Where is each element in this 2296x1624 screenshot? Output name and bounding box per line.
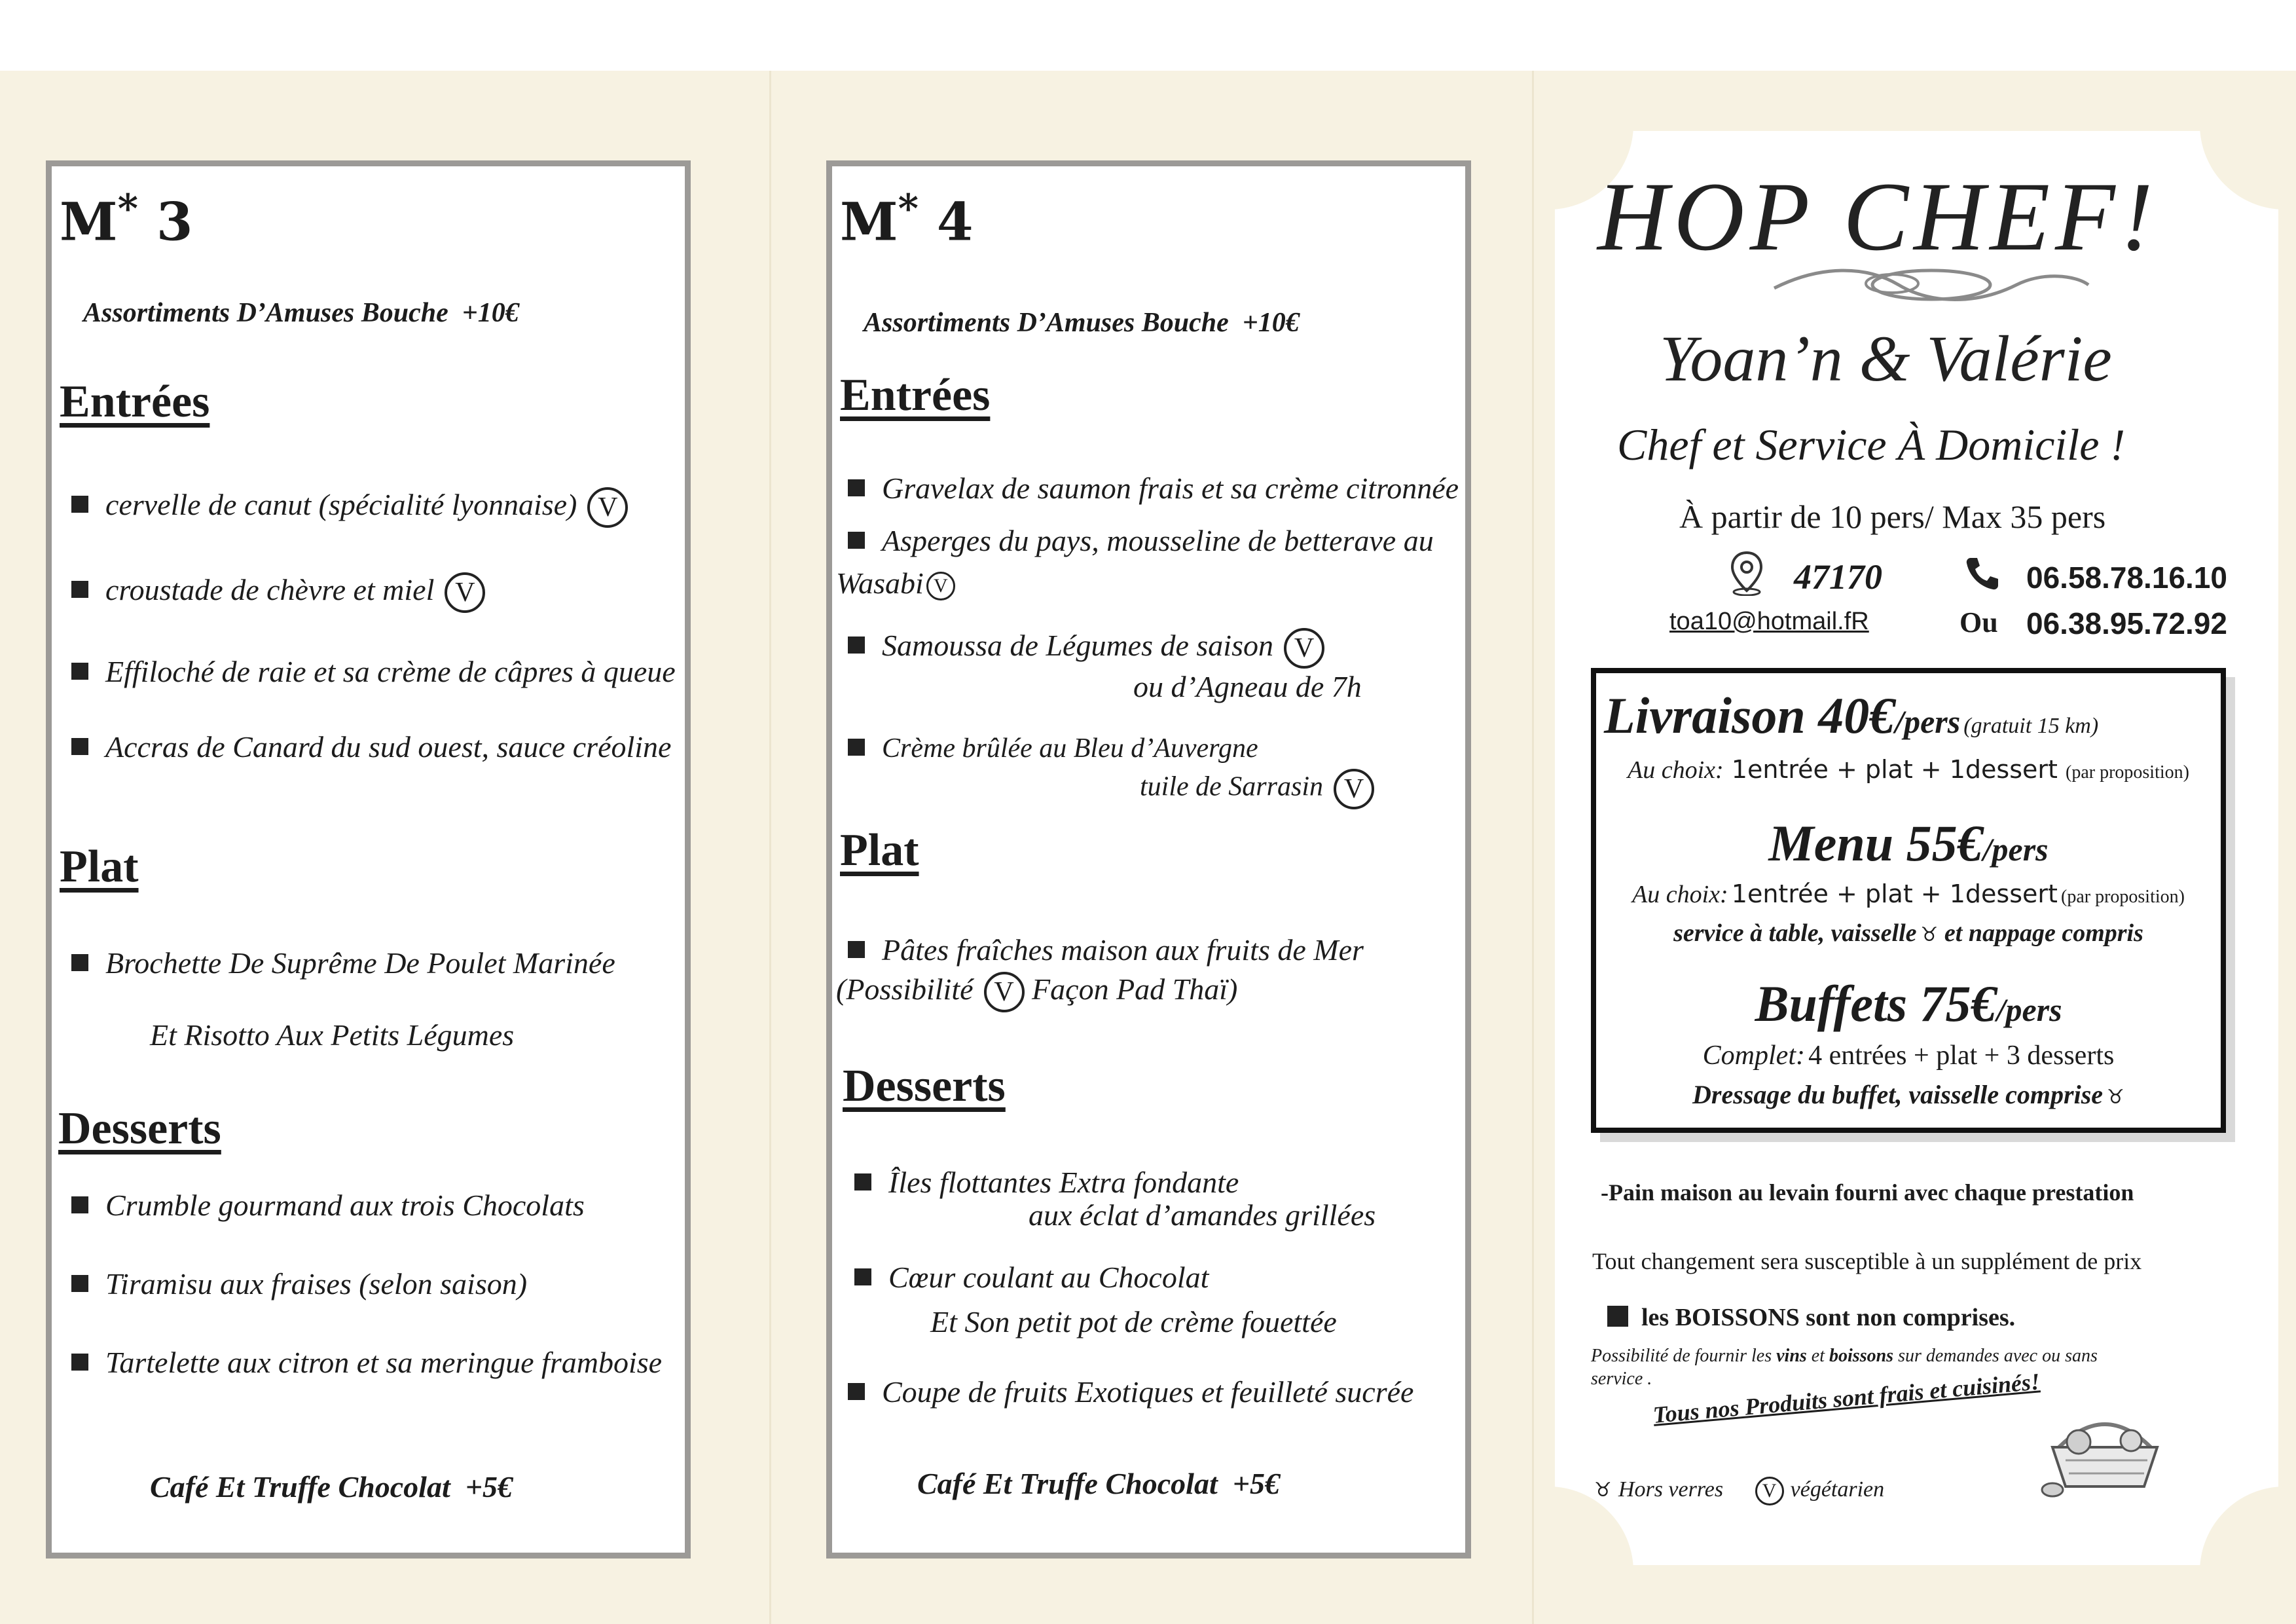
bullet-icon xyxy=(848,479,865,496)
list-item: Effiloché de raie et sa crème de câpres à queue xyxy=(71,654,676,689)
bullet-icon xyxy=(71,738,88,755)
list-item: Tartelette aux citron et sa meringue framboise xyxy=(71,1345,662,1380)
postcode: 47170 xyxy=(1794,557,1882,597)
list-item-continuation: aux éclat d’amandes grillées xyxy=(1029,1198,1376,1232)
email: toa10@hotmail.fR xyxy=(1669,608,1869,635)
fold-line xyxy=(1532,71,1534,1624)
bullet-icon xyxy=(71,1275,88,1292)
menu-row: Menu 55€/pers xyxy=(1768,815,2049,872)
list-item: cervelle de canut (spécialité lyonnaise) V xyxy=(71,487,628,528)
fold-line xyxy=(769,71,771,1624)
vegetarian-icon: V xyxy=(1284,628,1324,669)
entrees-heading: Entrées xyxy=(60,377,210,427)
plat-heading: Plat xyxy=(840,825,919,876)
menu-3-title: M* 3 xyxy=(60,186,193,253)
bullet-icon xyxy=(71,954,88,971)
owner-names: Yoan’n & Valérie xyxy=(1660,322,2112,395)
vegetarian-icon: V xyxy=(1755,1477,1784,1505)
hors-verres-icon: ♉ xyxy=(2107,1086,2124,1109)
cafe-line: Café Et Truffe Chocolat +5€ xyxy=(917,1467,1280,1500)
list-item: Crumble gourmand aux trois Chocolats xyxy=(71,1188,585,1223)
bullet-icon xyxy=(848,637,865,654)
list-item-continuation: ou d’Agneau de 7h xyxy=(1133,670,1362,703)
flourish-ornament xyxy=(1768,259,2095,311)
brand-title: HOP CHEF! xyxy=(1597,162,2159,271)
desserts-heading: Desserts xyxy=(843,1061,1006,1111)
list-item: Accras de Canard du sud ouest, sauce créoline xyxy=(71,729,671,764)
list-item: Coupe de fruits Exotiques et feuilleté sucrée xyxy=(848,1375,1413,1409)
hors-verres-icon: ♉ xyxy=(1594,1478,1612,1502)
capacity: À partir de 10 pers/ Max 35 pers xyxy=(1679,498,2106,535)
buffets-row: Buffets 75€/pers xyxy=(1755,975,2062,1032)
amuses-bouche-line: Assortiments D’Amuses Bouche +10€ xyxy=(83,298,519,328)
possibilite-note-2: service . xyxy=(1591,1369,1652,1389)
cafe-line: Café Et Truffe Chocolat +5€ xyxy=(150,1470,513,1504)
menu-service: service à table, vaisselle ♉ et nappage compris xyxy=(1673,919,2143,947)
bullet-icon xyxy=(1607,1306,1628,1327)
phone-1: 06.58.78.16.10 xyxy=(2026,561,2227,595)
bullet-icon xyxy=(854,1268,871,1285)
desserts-heading: Desserts xyxy=(58,1103,221,1154)
menu-3-panel xyxy=(46,160,691,1559)
list-item: croustade de chèvre et miel V xyxy=(71,572,485,613)
hors-verres-icon: ♉ xyxy=(1920,923,1939,946)
entrees-heading: Entrées xyxy=(840,370,991,420)
tagline: Chef et Service À Domicile ! xyxy=(1617,420,2126,470)
list-item: Asperges du pays, mousseline de betterave au xyxy=(848,523,1434,558)
bullet-icon xyxy=(71,1354,88,1371)
buffets-choice: Complet: 4 entrées + plat + 3 desserts xyxy=(1702,1041,2115,1071)
list-item: Pâtes fraîches maison aux fruits de Mer xyxy=(848,932,1364,967)
bullet-icon xyxy=(71,581,88,598)
vegetarian-icon: V xyxy=(926,572,955,600)
list-item: Îles flottantes Extra fondante xyxy=(854,1165,1239,1200)
list-item: Gravelax de saumon frais et sa crème citronnée xyxy=(848,471,1459,506)
legend: ♉ Hors verres V végétarien xyxy=(1594,1477,1884,1505)
bullet-icon xyxy=(848,941,865,958)
changement-note: Tout changement sera susceptible à un supplément de prix xyxy=(1592,1248,2142,1274)
pricing-box xyxy=(1591,668,2226,1133)
vegetarian-icon: V xyxy=(587,487,628,528)
phone-2: 06.38.95.72.92 xyxy=(2026,606,2227,640)
vegetable-basket-illustration xyxy=(2039,1395,2170,1500)
vegetarian-icon: V xyxy=(984,972,1025,1012)
menu-4-panel xyxy=(826,160,1471,1559)
vegetarian-icon: V xyxy=(1334,769,1374,809)
list-item: Brochette De Suprême De Poulet Marinée xyxy=(71,946,615,980)
vegetarian-icon: V xyxy=(445,572,485,613)
bullet-icon xyxy=(848,739,865,756)
phone-or: Ou xyxy=(1959,606,1998,638)
list-item: Samoussa de Légumes de saison V xyxy=(848,628,1324,669)
bullet-icon xyxy=(848,532,865,549)
list-item: Cœur coulant au Chocolat xyxy=(854,1260,1209,1295)
menu-4-title: M* 4 xyxy=(840,186,974,253)
pain-note: -Pain maison au levain fourni avec chaque prestation xyxy=(1601,1179,2134,1206)
menu-choice: Au choix: 1entrée + plat + 1dessert (par proposition) xyxy=(1632,879,2185,908)
corner-ornament xyxy=(2200,124,2285,210)
bullet-icon xyxy=(848,1383,865,1400)
list-item: Crème brûlée au Bleu d’Auvergne xyxy=(848,733,1258,764)
livraison-row: Livraison 40€/pers (gratuit 15 km) xyxy=(1604,687,2099,744)
plat-line-2: Et Risotto Aux Petits Légumes xyxy=(150,1018,515,1052)
bullet-icon xyxy=(71,1196,88,1213)
phone-icon xyxy=(1964,555,2001,592)
bullet-icon xyxy=(71,663,88,680)
list-item-continuation: (Possibilité V Façon Pad Thaï) xyxy=(836,972,1237,1012)
amuses-bouche-line: Assortiments D’Amuses Bouche +10€ xyxy=(864,308,1300,338)
buffets-note: Dressage du buffet, vaisselle comprise ♉ xyxy=(1692,1080,2124,1109)
produits-frais-slogan: Tous nos Produits sont frais et cuisinés! xyxy=(1652,1368,2041,1428)
list-item: Tiramisu aux fraises (selon saison) xyxy=(71,1266,527,1301)
bullet-icon xyxy=(854,1173,871,1190)
list-item-continuation: Wasabi V xyxy=(836,566,955,600)
boissons-note: les BOISSONS sont non comprises. xyxy=(1607,1303,2015,1332)
possibilite-note: Possibilité de fournir les vins et boissons sur demandes avec ou sans xyxy=(1591,1346,2098,1366)
plat-heading: Plat xyxy=(60,841,139,892)
location-pin-icon xyxy=(1728,550,1765,596)
list-item-continuation: tuile de Sarrasin V xyxy=(1140,769,1374,809)
corner-ornament xyxy=(2200,1486,2285,1572)
bullet-icon xyxy=(71,496,88,513)
list-item-continuation: Et Son petit pot de crème fouettée xyxy=(930,1305,1337,1338)
livraison-choice: Au choix: 1entrée + plat + 1dessert (par proposition) xyxy=(1628,755,2189,784)
